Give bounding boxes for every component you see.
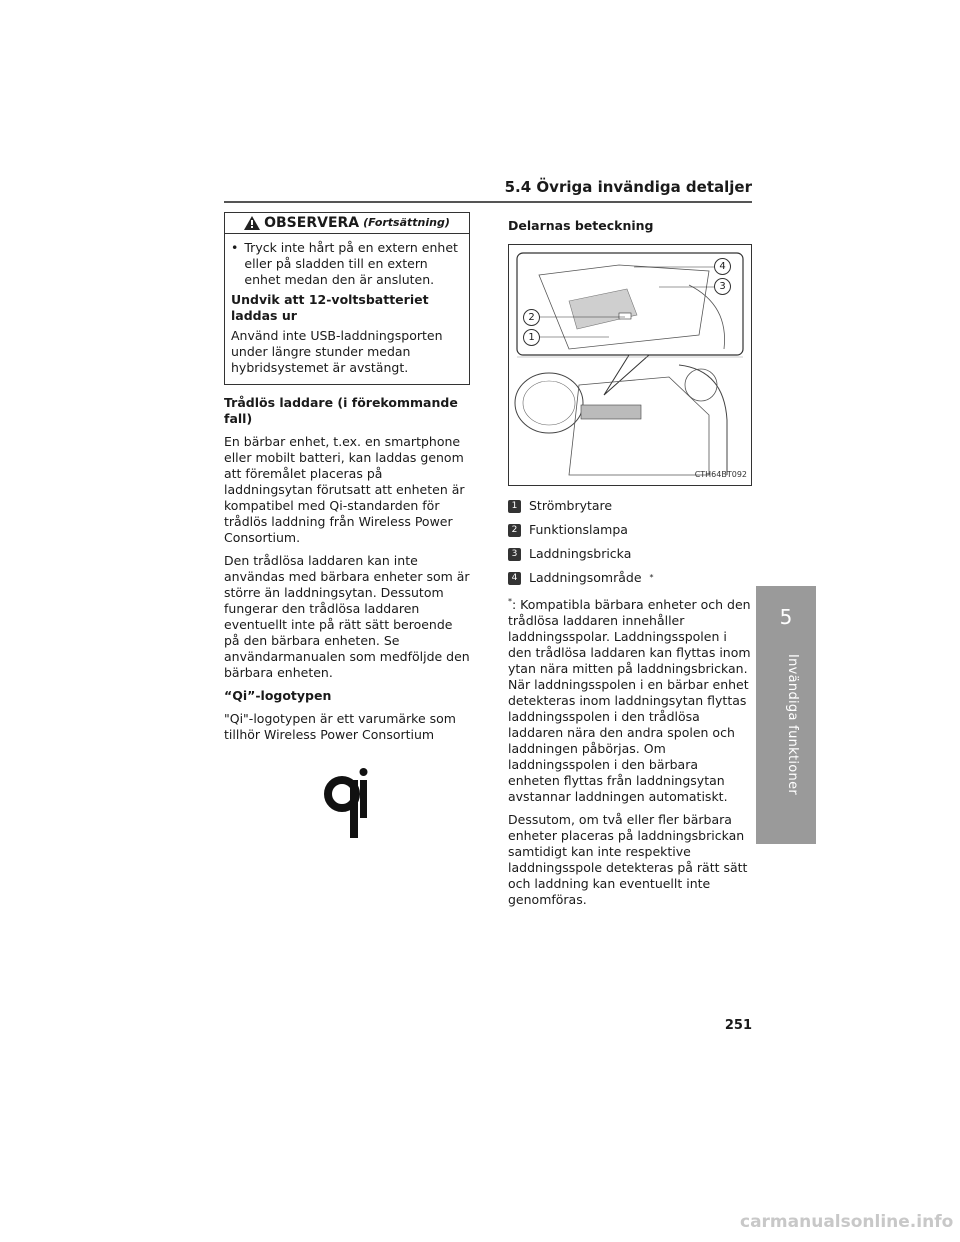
observera-header [225, 213, 469, 234]
observera-bullet [231, 240, 463, 288]
footnote-asterisk: * [508, 597, 512, 606]
observera-subheading: Undvik att 12-voltsbatteriet laddas ur [231, 292, 429, 323]
legend-label: Laddningsbricka [529, 546, 632, 561]
bullet-text: Tryck inte hårt på en extern enhet eller på sladden till en extern enhet medan den är ansluten. [244, 240, 458, 287]
qi-logo-icon [324, 768, 368, 842]
paragraph-2: Den trådlösa laddaren kan inte användas med bärbara enheter som är större än laddningsytan. Dessutom fungerar den trådlösa laddaren eventuellt inte på rätt sätt beroende på den bärbara enheten. Se användarmanualen som medföljde den bärbara enheten. [224, 553, 470, 680]
legend-item-4 [508, 570, 752, 586]
chapter-tab: 5 [756, 586, 816, 648]
left-column [224, 212, 470, 846]
legend-item-3 [508, 546, 752, 562]
paragraph-last: Dessutom, om två eller fler bärbara enheter placeras på laddningsbrickan samtidigt kan inte respektive laddningsspole detekteras på rätt sätt och laddning kan eventuellt inte genomföras. [508, 812, 748, 908]
footnote [508, 594, 752, 805]
right-column [508, 212, 752, 915]
legend-label: Strömbrytare [529, 498, 613, 513]
legend-item-1 [508, 498, 752, 514]
legend-label: Funktionslampa [529, 522, 628, 537]
observera-text: Använd inte USB-laddningsporten under längre stunder medan hybridsystemet är avstängt. [231, 328, 443, 375]
legend-number: 4 [508, 572, 521, 585]
legend-number: 2 [508, 524, 521, 537]
observera-box [224, 212, 470, 385]
parts-heading: Delarnas beteckning [508, 218, 654, 233]
figure-code: CTH64BT092 [694, 470, 747, 479]
watermark: carmanualsonline.info [740, 1212, 954, 1232]
paragraph-1: En bärbar enhet, t.ex. en smartphone eller mobilt batteri, kan laddas genom att föremålet placeras på laddningsytan förutsatt att enheten är kompatibel med Qi-standarden för trådlös laddning från Wireless Power Consortium. [224, 434, 465, 545]
legend-number: 1 [508, 500, 521, 513]
callout-3: 3 [714, 278, 731, 295]
legend-label: Laddningsområde [529, 570, 642, 585]
section-header: 5.4 Övriga invändiga detaljer [504, 178, 752, 196]
legend-asterisk: * [649, 573, 654, 582]
wireless-charger-heading: Trådlös laddare (i förekommande fall) [224, 395, 458, 426]
legend-item-2 [508, 522, 752, 538]
chapter-label: Invändiga funktioner [785, 654, 800, 796]
page-number: 251 [724, 1018, 752, 1033]
observera-title: OBSERVERA [264, 215, 360, 231]
legend-number: 3 [508, 548, 521, 561]
header-rule [224, 201, 752, 203]
callout-1: 1 [523, 329, 540, 346]
qi-text: "Qi"-logotypen är ett varumärke som tillhör Wireless Power Consortium [224, 711, 456, 742]
console-illustration [508, 244, 752, 486]
callout-4: 4 [714, 258, 731, 275]
qi-heading: “Qi”-logotypen [224, 688, 332, 703]
footnote-text: : Kompatibla bärbara enheter och den trådlösa laddaren innehåller laddningsspolar. Laddningsspolen i den trådlösa laddaren kan flyttas inom ytan nära mitten på laddningsbrickan. När laddningsspolen i en bärbar enhet detekteras inom laddningsytan flyttas laddningsspolen i den trådlösa laddaren nära den andra spolen och laddningen påbörjas. Om laddningsspolen i den bärbara enheten flyttas från laddningsytan avstannar laddningen automatiskt. [508, 597, 751, 805]
callout-2: 2 [523, 309, 540, 326]
observera-continued: (Fortsättning) [363, 216, 450, 229]
warning-icon [244, 216, 260, 230]
bullet-dot: • [231, 240, 239, 255]
